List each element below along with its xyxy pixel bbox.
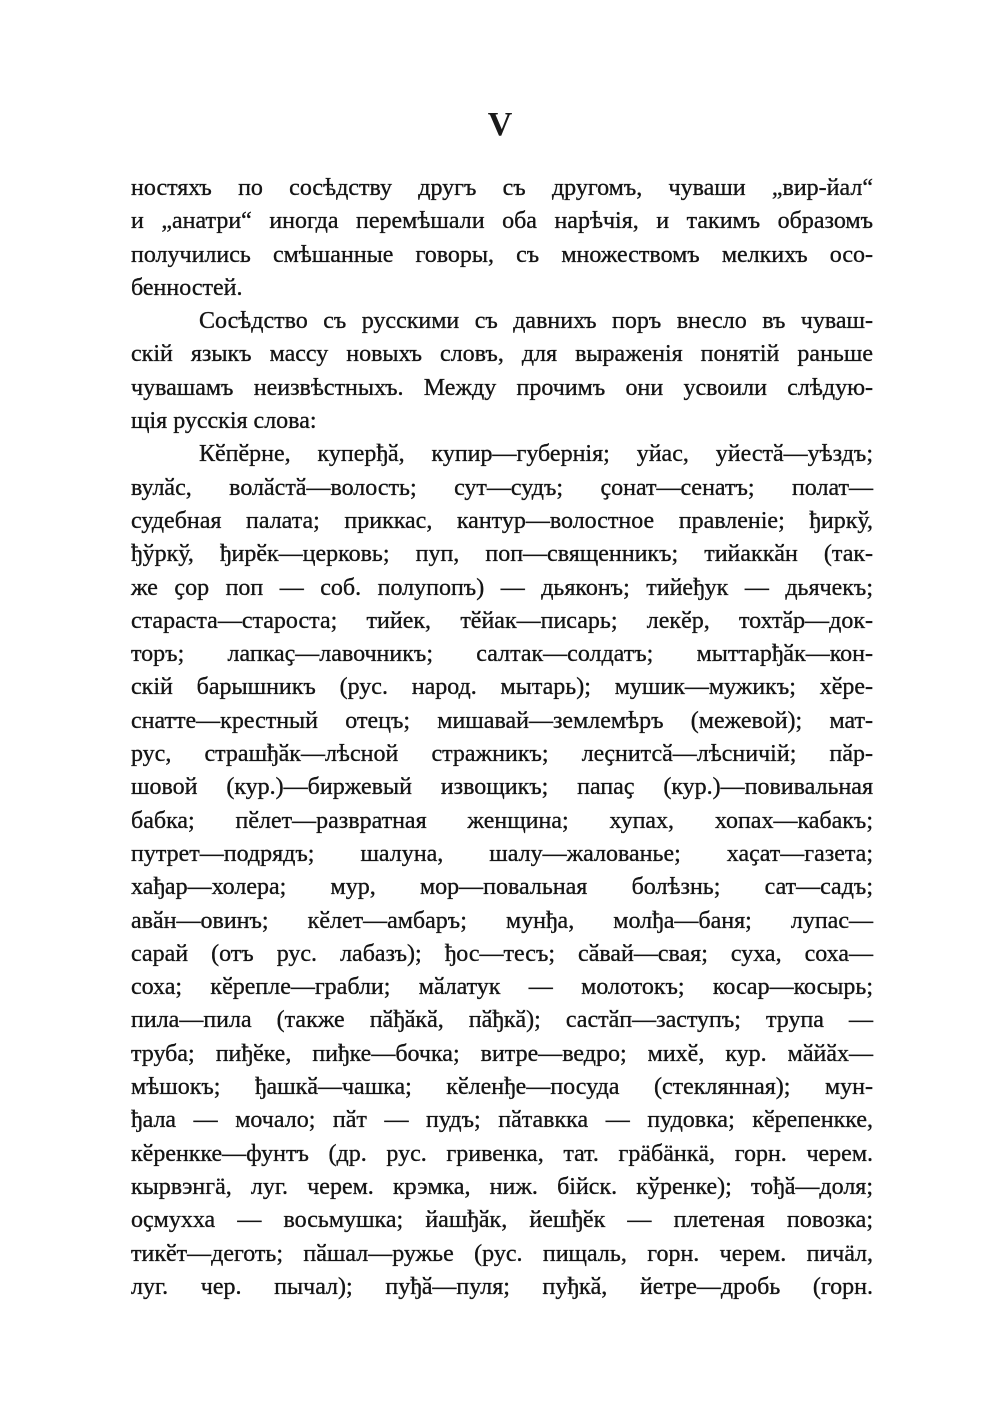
text-line: кырвэнгä, луг. черем. крэмка, ниж. бійск. кўренке); тођӑ—доля; xyxy=(131,1173,873,1200)
text-line: снатте—крестный отецъ; мишавай—землемѣръ (межевой); мат- xyxy=(131,707,873,734)
text-line: сарай (отъ рус. лабазъ); ђос—тесъ; сӑвай—свая; суха, соха— xyxy=(131,940,873,967)
text-line: ностяхъ по сосѣдству другъ съ другомъ, чуваши „вир-йал“ xyxy=(131,175,873,201)
text-line: тикӗт—деготь; пӑшал—ружье (рус. пищаль, горн. черем. пичäл, xyxy=(131,1240,873,1267)
text-line: кӗренкке—фунтъ (др. рус. гривенка, тат. грäбäнкä, горн. черем. xyxy=(131,1140,873,1167)
text-line: путрет—подрядъ; шалуна, шалу—жалованье; хаҫат—газета; xyxy=(131,840,873,867)
text-line: бенностей. xyxy=(131,274,243,301)
text-line: хађар—холера; мур, мор—повальная болѣзнь; сат—садъ; xyxy=(131,874,873,901)
text-line: ђала — мочало; пӑт — пудъ; пӑтавкка — пудовка; кӗрепенкке, xyxy=(131,1107,873,1134)
text-line: стараста—староста; тийек, тӗйак—писарь; лекӗр, тохтӑр—док- xyxy=(131,607,873,634)
text-line: авӑн—овинъ; кӗлет—амбаръ; мунђа, молђа—баня; лупас— xyxy=(131,907,873,934)
text-line: ђўркў, ђирӗк—церковь; пуп, поп—священникъ; тийаккӑн (так- xyxy=(131,541,873,568)
text-line: мѣшокъ; ђашкӑ—чашка; кӗленђе—посуда (стеклянная); мун- xyxy=(131,1074,873,1101)
text-line: вулӑс, волӑстӑ—волость; сут—судъ; ҫонат—сенатъ; полат— xyxy=(131,474,873,501)
text-line: скій барышникъ (рус. народ. мытарь); мушик—мужикъ; хӗре- xyxy=(131,674,873,701)
text-line: получились смѣшанные говоры, съ множествомъ мелкихъ осо- xyxy=(131,241,873,268)
text-line: шовой (кур.)—биржевый извощикъ; папаҫ (кур.)—повивальная xyxy=(131,774,873,801)
page-number: V xyxy=(487,106,513,143)
paragraph-start-line: Сосѣдство съ русскими съ давнихъ поръ внесло въ чуваш- xyxy=(199,308,873,335)
text-line: торъ; лапкаҫ—лавочникъ; салтак—солдатъ; мыттарђӑк—кон- xyxy=(131,641,873,668)
text-line: чувашамъ неизвѣстныхъ. Между прочимъ они усвоили слѣдую- xyxy=(131,374,873,401)
body-text xyxy=(131,172,873,1304)
paragraph-start-line: Кӗпӗрне, куперђӑ, купир—губернія; уйас, уйестӑ—уѣздъ; xyxy=(199,441,873,468)
text-line: рус, страшђӑк—лѣсной стражникъ; леҫнитсӑ—лѣсничій; пӑр- xyxy=(131,741,873,768)
text-line: пила—пила (также пӑђӑкӑ, пӑђкӑ); састӑп—заступъ; трупа — xyxy=(131,1007,873,1034)
text-line: труба; пиђӗке, пиђке—бочка; витре—ведро; михӗ, кур. мӑйӑх— xyxy=(131,1040,873,1067)
text-line: же ҫор поп — соб. полупопъ) — дьяконъ; тийеђук — дьячекъ; xyxy=(131,574,873,601)
text-line: оҫмухха — восьмушка; йашђӑк, йешђӗк — плетеная повозка; xyxy=(131,1207,873,1234)
text-line: и „анатри“ иногда перемѣшали оба нарѣчія, и такимъ образомъ xyxy=(131,208,873,235)
text-line: соха; кӗрепле—грабли; мӑлатук — молотокъ; косар—косырь; xyxy=(131,974,873,1001)
text-line: луг. чер. пычал); пуђӑ—пуля; пуђкӑ, йетре—дробь (горн. xyxy=(131,1273,873,1300)
text-line: бабка; пӗлет—развратная женщина; хупах, хопах—кабакъ; xyxy=(131,807,873,834)
text-line: скій языкъ массу новыхъ словъ, для выраженія понятій раньше xyxy=(131,341,873,368)
text-line: судебная палата; приккас, кантур—волостное правленіе; ђиркў, xyxy=(131,507,873,534)
text-line: щія русскія слова: xyxy=(131,408,317,435)
